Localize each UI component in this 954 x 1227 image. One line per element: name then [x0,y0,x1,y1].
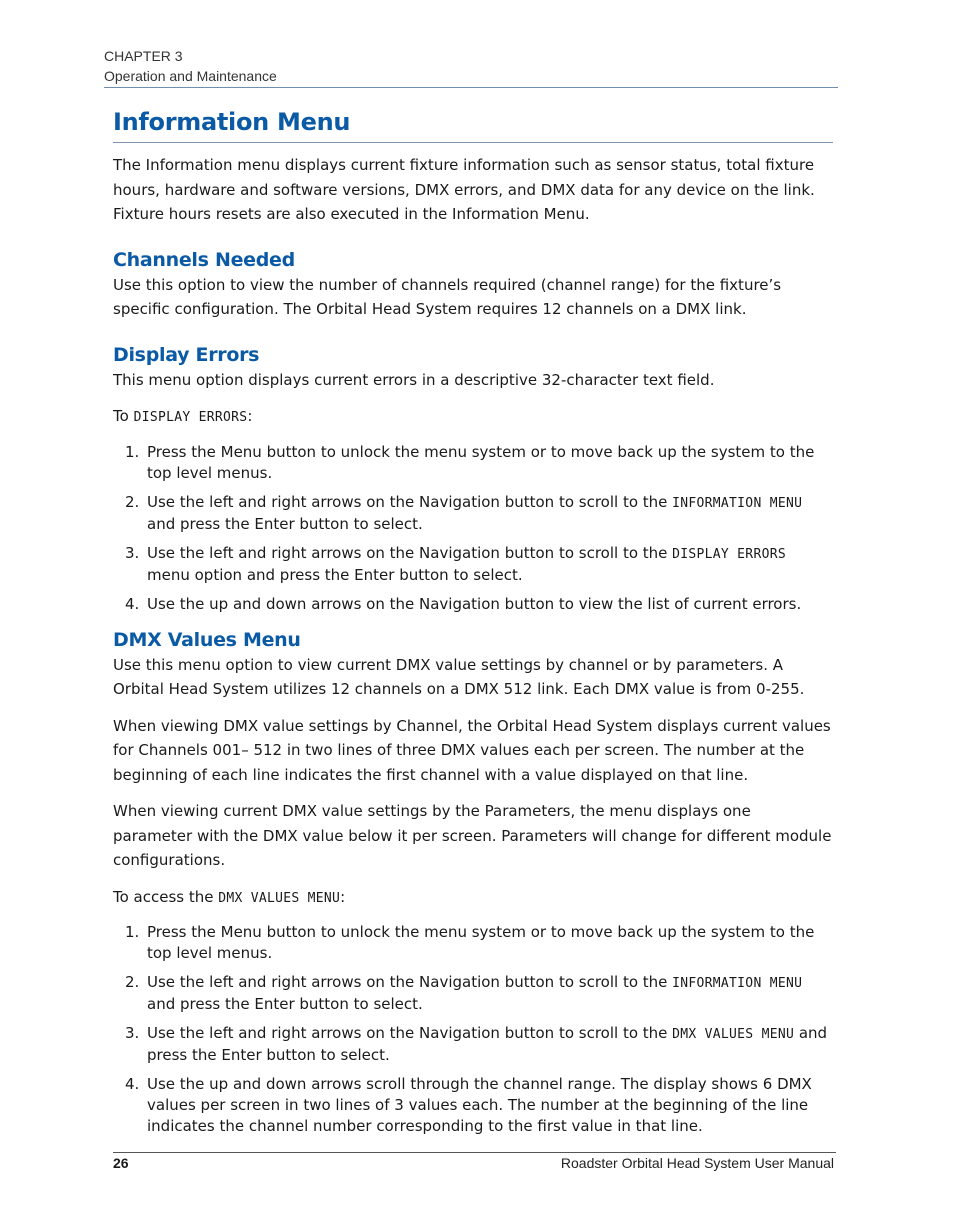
step-text: Use the left and right arrows on the Navigation button to scroll to the [147,973,673,991]
step-item [113,1023,833,1066]
step-text: Use the left and right arrows on the Navigation button to scroll to the [147,543,673,562]
dmx-values-para2: When viewing DMX value settings by Channel, the Orbital Head System displays current values for Channels 001– 512 in two lines of three DMX values each per screen. The number at the beginning of each line indicates the first channel with a value displayed on that line. [113,716,831,784]
dmx-values-para1: Use this menu option to view current DMX value settings by channel or by parameters. A Orbital Head System utilizes 12 channels on a DMX 512 link. Each DMX value is from 0-255. [113,655,805,698]
step-item [113,492,833,535]
step-text: Use the up and down arrows scroll through the channel range. The display shows 6 DMX values per screen in two lines of 3 values each. The number at the beginning of the line indicates the channel number corresponding to the first value in that line. [147,1075,812,1135]
dmx-values-para3: When viewing current DMX value settings by the Parameters, the menu displays one parameter with the DMX value below it per screen. Parameters will change for different module configurations. [113,802,832,869]
header-divider [104,87,838,88]
menu-code: INFORMATION MENU [672,495,803,511]
step-number: 4. [125,594,140,613]
chapter-subtitle: Operation and Maintenance [104,68,277,84]
step-number: 3. [125,543,140,562]
menu-code: DMX VALUES MENU [218,890,341,906]
display-errors-intro: To DISPLAY ERRORS: [113,407,253,425]
display-errors-heading: Display Errors [113,343,260,366]
step-text: Use the left and right arrows on the Navigation button to scroll to the [147,492,673,511]
step-number: 2. [125,492,140,511]
section-title: Information Menu [113,108,833,143]
chapter-label: CHAPTER 3 [104,48,183,64]
step-item [113,442,833,484]
channels-needed-body: Use this option to view the number of channels required (channel range) for the fixture’s specific configuration. The Orbital Head System requires 12 channels on a DMX link. [113,275,782,318]
step-item [113,922,833,964]
step-text-end: and press the Enter button to select. [147,995,423,1013]
menu-code: DMX VALUES MENU [672,1027,795,1042]
footer-divider [113,1152,836,1153]
display-errors-steps [113,442,833,615]
step-item [113,972,833,1015]
menu-code: DISPLAY ERRORS [672,546,786,562]
step-text: Press the Menu button to unlock the menu system or to move back up the system to the top level menus. [147,442,815,482]
step-text-end: and press the Enter button to select. [147,1024,828,1064]
step-text: Press the Menu button to unlock the menu system or to move back up the system to the top level menus. [147,923,815,962]
step-number: 4. [125,1075,140,1093]
running-header [104,46,838,86]
page-content [113,108,833,1145]
step-number: 3. [125,1024,140,1042]
step-number: 1. [125,442,140,461]
manual-title: Roadster Orbital Head System User Manual [560,1155,834,1171]
step-number: 2. [125,973,140,991]
step-text: Use the left and right arrows on the Navigation button to scroll to the [147,1024,673,1042]
step-text-end: menu option and press the Enter button to select. [147,565,523,584]
section-intro: The Information menu displays current fixture information such as sensor status, total fixture hours, hardware and software versions, DMX errors, and DMX data for any device on the link. Fixture hours resets are also executed in the Information Menu. [113,156,815,223]
menu-code: INFORMATION MENU [672,976,803,991]
dmx-values-intro: To access the DMX VALUES MENU: [113,887,346,906]
channels-needed-heading: Channels Needed [113,248,295,271]
step-item [113,594,833,615]
step-item [113,1074,833,1137]
step-text: Use the up and down arrows on the Navigation button to view the list of current errors. [147,594,802,613]
display-errors-body: This menu option displays current errors in a descriptive 32-character text field. [113,370,715,389]
page-number: 26 [113,1155,129,1171]
step-number: 1. [125,923,140,941]
dmx-values-heading: DMX Values Menu [113,628,301,651]
dmx-values-steps [113,922,833,1137]
menu-code: DISPLAY ERRORS [133,410,248,425]
step-text-end: and press the Enter button to select. [147,514,423,533]
step-item [113,543,833,586]
